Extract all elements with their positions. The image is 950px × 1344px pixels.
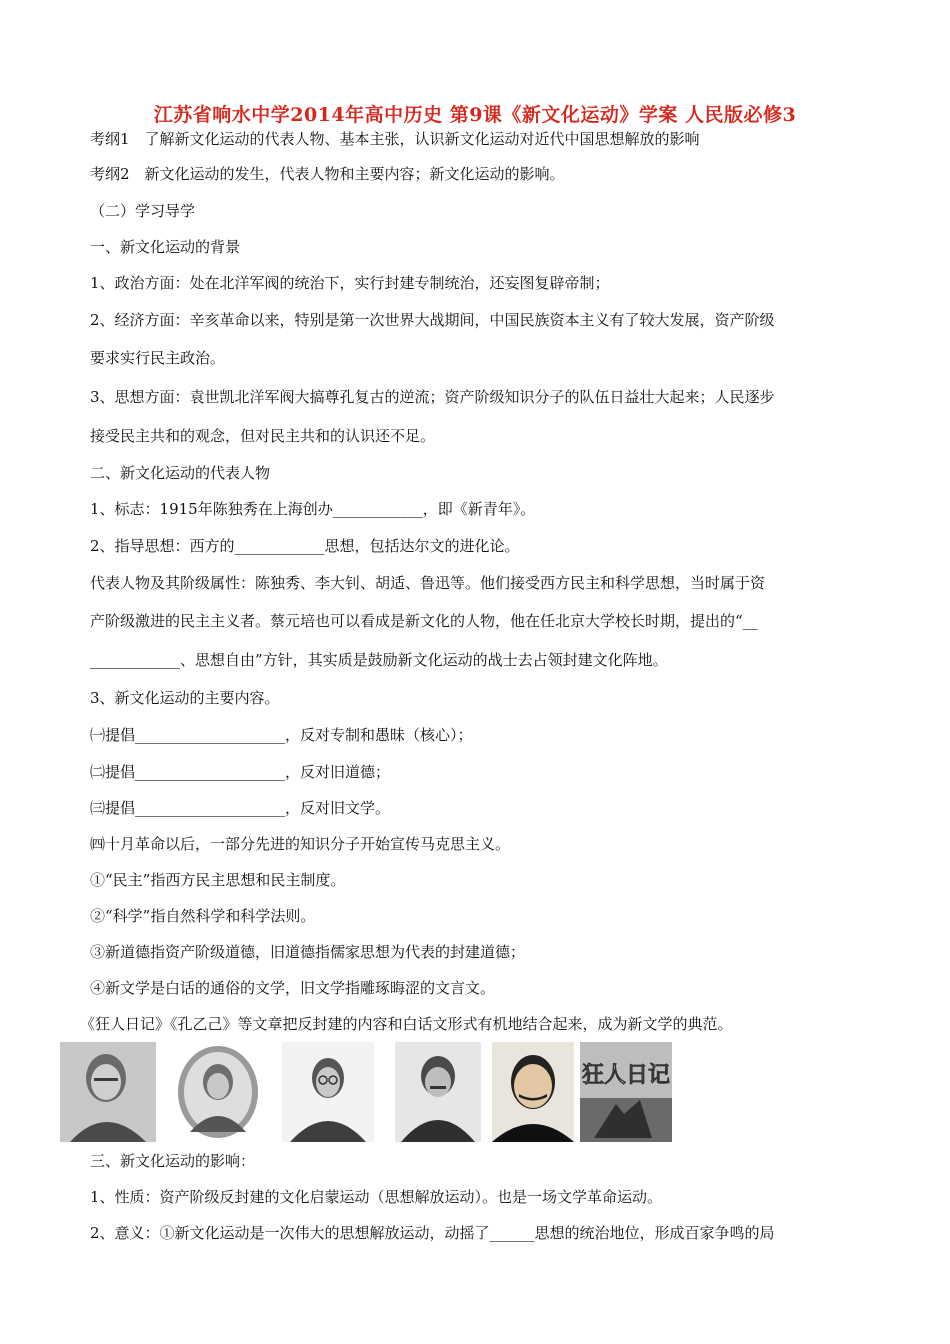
impact-nature: 1、性质：资产阶级反封建的文化启蒙运动（思想解放运动）。也是一场文学革命运动。 [90,1188,663,1206]
portrait-photo-4 [395,1042,481,1142]
document-title: 江苏省响水中学2014年高中历史 第9课《新文化运动》学案 人民版必修3 [153,104,797,126]
portrait-photo-1 [60,1042,156,1142]
note-science: ②“科学”指自然科学和科学法则。 [90,907,316,925]
book-cover-kuangren-riji [580,1042,672,1142]
marker-item: 1、标志：1915年陈独秀在上海创办____________，即《新青年》。 [90,500,536,518]
portrait-photo-2 [172,1042,264,1142]
portrait-photo-5 [492,1042,574,1142]
portrait-strip [60,1042,760,1142]
note-literature: ④新文学是白话的通俗的文学，旧文学指雕琢晦涩的文言文。 [90,979,496,997]
note-morality: ③新道德指资产阶级道德，旧道德指儒家思想为代表的封建道德； [90,943,526,961]
background-economic: 2、经济方面：辛亥革命以来，特别是第一次世界大战期间，中国民族资本主义有了较大发展，资产阶级 [90,311,775,329]
background-political: 1、政治方面：处在北洋军阀的统治下，实行封建专制统治，还妄图复辟帝制； [90,274,610,292]
main-content-heading: 3、新文化运动的主要内容。 [90,689,280,707]
section-3-heading: 三、新文化运动的影响： [90,1152,256,1170]
representatives-para-cont-1: 产阶级激进的民主主义者。蔡元培也可以看成是新文化的人物，他在任北京大学校长时期，提出的“__ [90,612,758,630]
representatives-para-cont-2: ____________、思想自由”方针，其实质是鼓励新文化运动的战士去占领封建文化阵地。 [90,651,668,669]
syllabus-1: 考纲1 了解新文化运动的代表人物、基本主张，认识新文化运动对近代中国思想解放的影响 [90,130,700,148]
section-study-guide: （二）学习导学 [90,202,196,220]
impact-significance: 2、意义：①新文化运动是一次伟大的思想解放运动，动摇了______思想的统治地位，形成百家争鸣的局 [90,1224,775,1242]
portrait-photo-3 [282,1042,374,1142]
background-economic-cont: 要求实行民主政治。 [90,349,226,367]
content-item-2: ㈡提倡____________________，反对旧道德； [90,763,391,781]
content-item-3: ㈢提倡____________________，反对旧文学。 [90,799,391,817]
content-item-4: ㈣十月革命以后，一部分先进的知识分子开始宣传马克思主义。 [90,835,511,853]
syllabus-2: 考纲2 新文化运动的发生，代表人物和主要内容；新文化运动的影响。 [90,165,565,183]
content-item-1: ㈠提倡____________________，反对专制和愚昧（核心）； [90,726,473,744]
note-democracy: ①“民主”指西方民主思想和民主制度。 [90,871,346,889]
representatives-para: 代表人物及其阶级属性：陈独秀、李大钊、胡适、鲁迅等。他们接受西方民主和科学思想，当时属于资 [90,574,766,592]
note-works: 《狂人日记》《孔乙己》等文章把反封建的内容和白话文形式有机地结合起来，成为新文学的典范。 [80,1015,733,1033]
section-1-heading: 一、新文化运动的背景 [90,238,241,256]
guiding-idea-item: 2、指导思想：西方的____________思想，包括达尔文的进化论。 [90,537,520,555]
background-ideological: 3、思想方面：袁世凯北洋军阀大搞尊孔复古的逆流；资产阶级知识分子的队伍日益壮大起来；人民逐步 [90,388,775,406]
section-2-heading: 二、新文化运动的代表人物 [90,464,271,482]
background-ideological-cont: 接受民主共和的观念，但对民主共和的认识还不足。 [90,427,436,445]
cover-title-text: 狂人日记 [581,1062,671,1088]
